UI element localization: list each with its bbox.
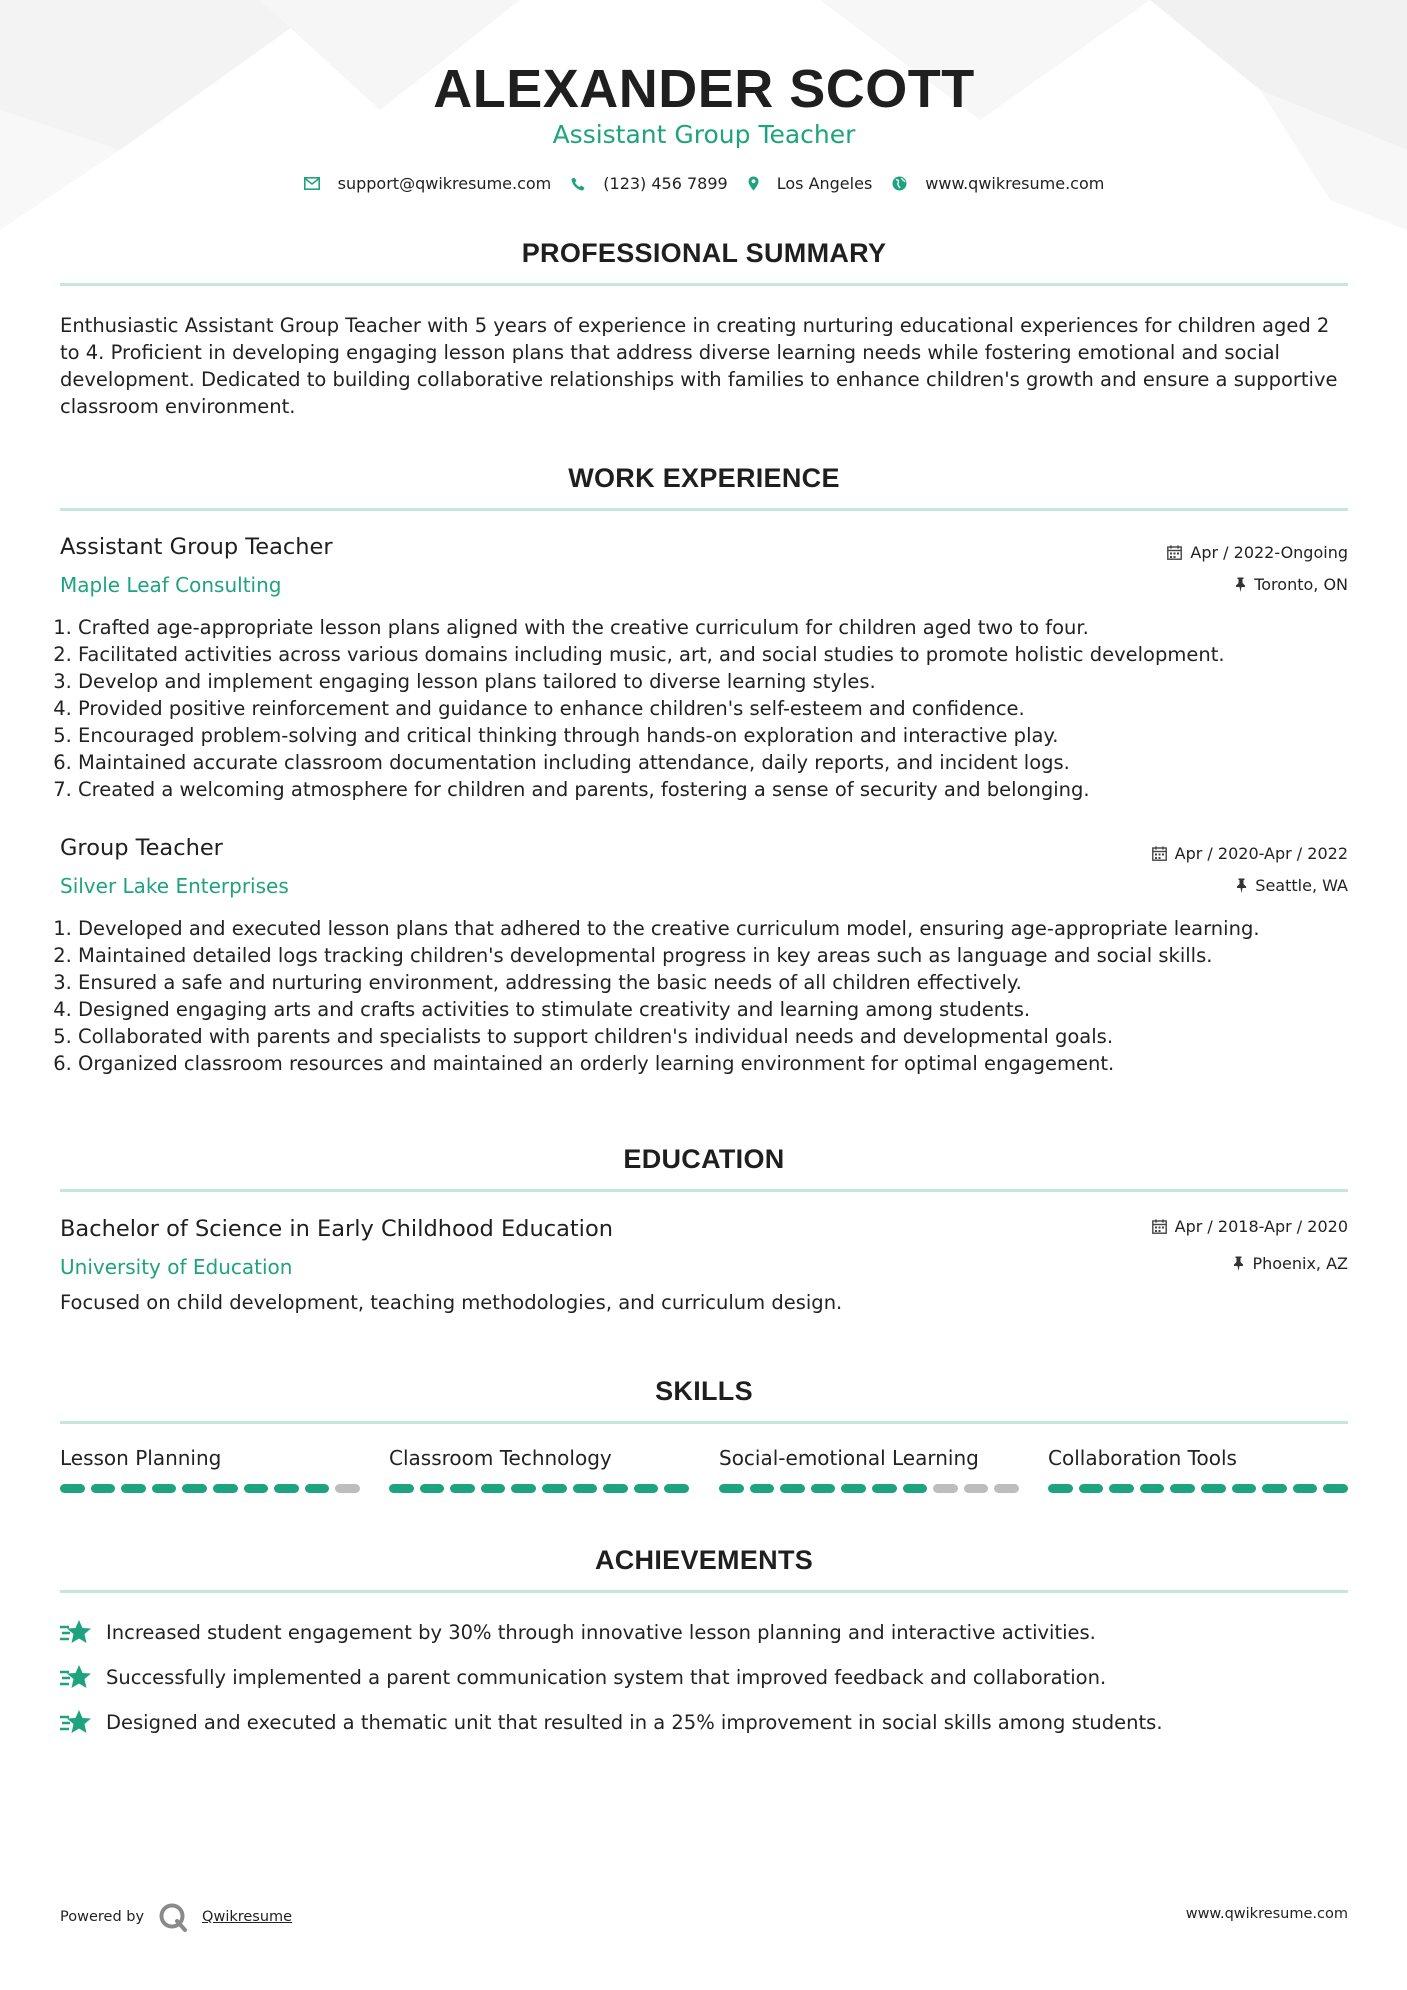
achievement-item (60, 1708, 1348, 1736)
job-location (1235, 575, 1348, 594)
pushpin-icon (1235, 577, 1246, 592)
job-dates (1152, 844, 1348, 863)
skill-segment-filled (1262, 1484, 1287, 1493)
achievement-text: Successfully implemented a parent communication system that improved feedback and collaboration. (106, 1665, 1107, 1689)
candidate-role: Assistant Group Teacher (552, 120, 856, 149)
skill-rating-bar (60, 1484, 360, 1493)
skill-segment-filled (389, 1484, 414, 1493)
skill-segment-filled (1323, 1484, 1348, 1493)
skill-segment-filled (1079, 1484, 1104, 1493)
skill-name: Collaboration Tools (1048, 1446, 1237, 1470)
experience-heading: WORK EXPERIENCE (568, 463, 840, 493)
duty-item: 5. Encouraged problem-solving and critical thinking through hands-on exploration and interactive play. (78, 722, 1366, 749)
envelope-icon (304, 177, 320, 190)
contact-bar (60, 174, 1348, 193)
footer-website[interactable]: www.qwikresume.com (1185, 1906, 1348, 1922)
skill-segment-filled (1109, 1484, 1134, 1493)
skill-segment-filled (91, 1484, 116, 1493)
skill-name: Lesson Planning (60, 1446, 222, 1470)
skill-rating-bar (1048, 1484, 1348, 1493)
skill-segment-filled (1170, 1484, 1195, 1493)
achievement-item (60, 1663, 1348, 1691)
contact-phone[interactable] (571, 174, 727, 193)
duty-item: 1. Crafted age-appropriate lesson plans aligned with the creative curriculum for children aged two to four. (78, 614, 1366, 641)
star-achievement-icon (60, 1708, 92, 1736)
skill-segment-empty (964, 1484, 989, 1493)
skill-segment-filled (274, 1484, 299, 1493)
globe-icon (892, 176, 907, 191)
skill-segment-filled (903, 1484, 928, 1493)
skill-segment-filled (872, 1484, 897, 1493)
skill-segment-filled (511, 1484, 536, 1493)
map-pin-icon (748, 176, 759, 191)
skill-segment-filled (603, 1484, 628, 1493)
skill-segment-filled (573, 1484, 598, 1493)
degree-title: Bachelor of Science in Early Childhood Education (60, 1216, 613, 1242)
education-dates-text: Apr / 2018-Apr / 2020 (1174, 1217, 1348, 1236)
skill-segment-filled (450, 1484, 475, 1493)
achievements-heading: ACHIEVEMENTS (594, 1545, 814, 1575)
contact-email-text: support@qwikresume.com (337, 174, 552, 193)
pushpin-icon (1233, 1256, 1244, 1271)
calendar-icon (1152, 846, 1167, 861)
job-dates-text: Apr / 2020-Apr / 2022 (1174, 844, 1348, 863)
skill-segment-filled (213, 1484, 238, 1493)
duty-item: 3. Ensured a safe and nurturing environment, addressing the basic needs of all children effectively. (78, 969, 1366, 996)
skill-item (389, 1446, 689, 1493)
education-location (1233, 1254, 1348, 1273)
phone-icon (571, 177, 585, 191)
summary-heading: PROFESSIONAL SUMMARY (521, 238, 887, 268)
skill-item (60, 1446, 360, 1493)
duty-item: 2. Facilitated activities across various domains including music, art, and social studies to promote holistic development. (78, 641, 1366, 668)
skill-rating-bar (719, 1484, 1019, 1493)
star-achievement-icon (60, 1618, 92, 1646)
duty-item: 6. Organized classroom resources and maintained an orderly learning environment for optimal engagement. (78, 1050, 1366, 1077)
skill-segment-filled (542, 1484, 567, 1493)
job-title: Group Teacher (60, 835, 223, 861)
skill-segment-filled (811, 1484, 836, 1493)
star-achievement-icon (60, 1663, 92, 1691)
duty-item: 1. Developed and executed lesson plans that adhered to the creative curriculum model, ensuring age-appropriate learning. (78, 915, 1366, 942)
skill-segment-filled (121, 1484, 146, 1493)
skill-segment-filled (481, 1484, 506, 1493)
skill-segment-empty (335, 1484, 360, 1493)
contact-location-text: Los Angeles (776, 174, 873, 193)
skill-segment-filled (780, 1484, 805, 1493)
qwikresume-logo-icon (158, 1902, 188, 1932)
skill-segment-filled (841, 1484, 866, 1493)
achievement-text: Designed and executed a thematic unit that resulted in a 25% improvement in social skills among students. (106, 1710, 1163, 1734)
skills-heading: SKILLS (655, 1376, 753, 1406)
education-location-text: Phoenix, AZ (1252, 1254, 1348, 1273)
duty-item: 6. Maintained accurate classroom documentation including attendance, daily reports, and incident logs. (78, 749, 1366, 776)
duty-item: 5. Collaborated with parents and specialists to support children's individual needs and developmental goals. (78, 1023, 1366, 1050)
footer-powered-by (60, 1902, 292, 1932)
duty-item: 4. Provided positive reinforcement and guidance to enhance children's self-esteem and confidence. (78, 695, 1366, 722)
duty-item: 3. Develop and implement engaging lesson plans tailored to diverse learning styles. (78, 668, 1366, 695)
education-description: Focused on child development, teaching methodologies, and curriculum design. (60, 1291, 843, 1314)
achievement-item (60, 1618, 1348, 1646)
skill-segment-filled (719, 1484, 744, 1493)
duty-item: 4. Designed engaging arts and crafts activities to stimulate creativity and learning among students. (78, 996, 1366, 1023)
qwikresume-link[interactable]: Qwikresume (202, 1909, 293, 1925)
skill-segment-empty (933, 1484, 958, 1493)
skills-list (60, 1446, 1348, 1506)
duty-item: 7. Created a welcoming atmosphere for children and parents, fostering a sense of security and belonging. (78, 776, 1366, 803)
job-duties (60, 915, 1366, 1077)
skill-segment-filled (182, 1484, 207, 1493)
skill-name: Classroom Technology (389, 1446, 612, 1470)
education-dates (1152, 1217, 1348, 1236)
skill-segment-empty (994, 1484, 1019, 1493)
job-location (1236, 876, 1348, 895)
contact-location (748, 174, 873, 193)
contact-website-text: www.qwikresume.com (925, 174, 1105, 193)
skill-segment-filled (634, 1484, 659, 1493)
skill-segment-filled (750, 1484, 775, 1493)
skill-rating-bar (389, 1484, 689, 1493)
achievements-divider (60, 1590, 1348, 1593)
contact-website[interactable] (892, 174, 1104, 193)
skill-item (719, 1446, 1019, 1493)
calendar-icon (1167, 545, 1182, 560)
contact-email[interactable] (304, 174, 552, 193)
skill-segment-filled (305, 1484, 330, 1493)
skill-item (1048, 1446, 1348, 1493)
job-duties (60, 614, 1366, 803)
job-company: Silver Lake Enterprises (60, 874, 289, 898)
job-location-text: Toronto, ON (1254, 575, 1348, 594)
skills-divider (60, 1421, 1348, 1424)
job-location-text: Seattle, WA (1255, 876, 1348, 895)
skill-segment-filled (1140, 1484, 1165, 1493)
skill-segment-filled (152, 1484, 177, 1493)
pushpin-icon (1236, 878, 1247, 893)
school-name: University of Education (60, 1255, 293, 1279)
skill-segment-filled (60, 1484, 85, 1493)
job-dates-text: Apr / 2022-Ongoing (1190, 543, 1348, 562)
skill-segment-filled (244, 1484, 269, 1493)
skill-segment-filled (1232, 1484, 1257, 1493)
duty-item: 2. Maintained detailed logs tracking children's developmental progress in key areas such as language and social skills. (78, 942, 1366, 969)
contact-phone-text: (123) 456 7899 (603, 174, 728, 193)
powered-by-label: Powered by (60, 1909, 145, 1925)
calendar-icon (1152, 1219, 1167, 1234)
summary-divider (60, 283, 1348, 286)
education-heading: EDUCATION (623, 1144, 785, 1174)
achievement-text: Increased student engagement by 30% through innovative lesson planning and interactive activities. (106, 1620, 1096, 1644)
job-title: Assistant Group Teacher (60, 534, 333, 560)
skill-name: Social-emotional Learning (719, 1446, 979, 1470)
candidate-name: ALEXANDER SCOTT (433, 59, 975, 119)
skill-segment-filled (1048, 1484, 1073, 1493)
job-company: Maple Leaf Consulting (60, 573, 282, 597)
skill-segment-filled (1293, 1484, 1318, 1493)
education-divider (60, 1189, 1348, 1192)
skill-segment-filled (1201, 1484, 1226, 1493)
experience-divider (60, 508, 1348, 511)
summary-text: Enthusiastic Assistant Group Teacher with 5 years of experience in creating nurturing educational experiences for children aged 2 to 4. Proficient in developing engaging lesson plans that address diverse learning needs while fostering emotional and social development. Dedicated to building collaborative relationships with families to enhance children's growth and ensure a supportive classroom environment. (60, 314, 1338, 418)
skill-segment-filled (664, 1484, 689, 1493)
skill-segment-filled (420, 1484, 445, 1493)
job-dates (1167, 543, 1348, 562)
